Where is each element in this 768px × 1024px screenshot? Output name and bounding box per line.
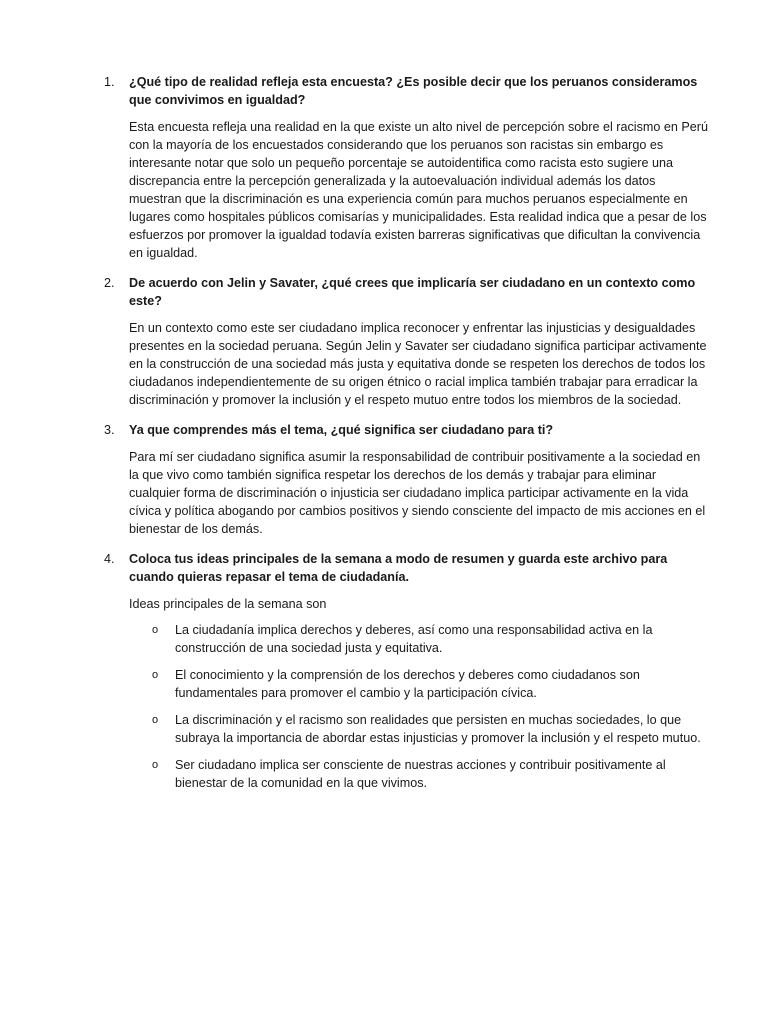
question-number: 2. [104,276,115,290]
question-4 [104,550,708,801]
bullet-circle-icon: o [152,714,159,726]
question-title: Coloca tus ideas principales de la semana a modo de resumen y guarda este archivo para cuando quieras repasar el tema de ciudadanía. [129,552,668,584]
question-body [129,274,708,409]
question-2 [104,274,708,409]
question-1 [104,73,708,262]
list-item [129,756,708,792]
question-title: ¿Qué tipo de realidad refleja esta encuesta? ¿Es posible decir que los peruanos consideramos que convivimos en igualdad? [129,75,698,107]
question-answer: En un contexto como este ser ciudadano implica reconocer y enfrentar las injusticias y desigualdades presentes en la sociedad peruana. Según Jelin y Savater ser ciudadano significa participar activamente en la construcción de una sociedad más justa y equitativa donde se respeten los derechos de todos los ciudadanos independientemente de su origen étnico o racial implica también trabajar para erradicar la discriminación y promover la inclusión y el respeto mutuo entre todos los miembros de la sociedad. [129,321,707,407]
question-body [129,421,708,538]
list-item [129,711,708,747]
question-title: De acuerdo con Jelin y Savater, ¿qué crees que implicaría ser ciudadano en un contexto como este? [129,276,696,308]
question-answer: Esta encuesta refleja una realidad en la que existe un alto nivel de percepción sobre el racismo en Perú con la mayoría de los encuestados considerando que los peruanos son racistas sin embargo es interesante notar que solo un pequeño porcentaje se autoidentifica como racista esto sugiere una discrepancia entre la percepción generalizada y la autoevaluación individual además los datos muestran que la discriminación es una experiencia común para muchos peruanos especialmente en lugares como hospitales públicos comisarías y municipalidades. Esta realidad indica que a pesar de los esfuerzos por promover la igualdad todavía existen barreras significativas que dificultan la convivencia en igualdad. [129,120,708,260]
list-item [129,666,708,702]
ideas-list [129,621,708,792]
question-body [129,550,708,801]
question-title: Ya que comprendes más el tema, ¿qué significa ser ciudadano para ti? [129,423,554,437]
list-item-text: La ciudadanía implica derechos y deberes, así como una responsabilidad activa en la construcción de una sociedad justa y equitativa. [175,623,653,655]
question-body [129,73,708,262]
question-number: 1. [104,75,115,89]
bullet-circle-icon: o [152,669,159,681]
ideas-intro: Ideas principales de la semana son [129,597,327,611]
question-answer: Para mí ser ciudadano significa asumir la responsabilidad de contribuir positivamente a la sociedad en la que vivo como también significa respetar los derechos de los demás y trabajar para eliminar cualquier forma de discriminación o injusticia ser ciudadano implica participar activamente en la vida cívica y política abogando por cambios positivos y siendo consciente del impacto de mis acciones en el bienestar de los demás. [129,450,706,536]
list-item [129,621,708,657]
question-3 [104,421,708,538]
bullet-circle-icon: o [152,624,159,636]
list-item-text: El conocimiento y la comprensión de los derechos y deberes como ciudadanos son fundamentales para promover el cambio y la participación cívica. [175,668,640,700]
list-item-text: La discriminación y el racismo son realidades que persisten en muchas sociedades, lo que subraya la importancia de abordar estas injusticias y promover la inclusión y el respeto mutuo. [175,713,701,745]
bullet-circle-icon: o [152,759,159,771]
question-number: 3. [104,423,115,437]
list-item-text: Ser ciudadano implica ser consciente de nuestras acciones y contribuir positivamente al bienestar de la comunidad en la que vivimos. [175,758,666,790]
question-number: 4. [104,552,115,566]
